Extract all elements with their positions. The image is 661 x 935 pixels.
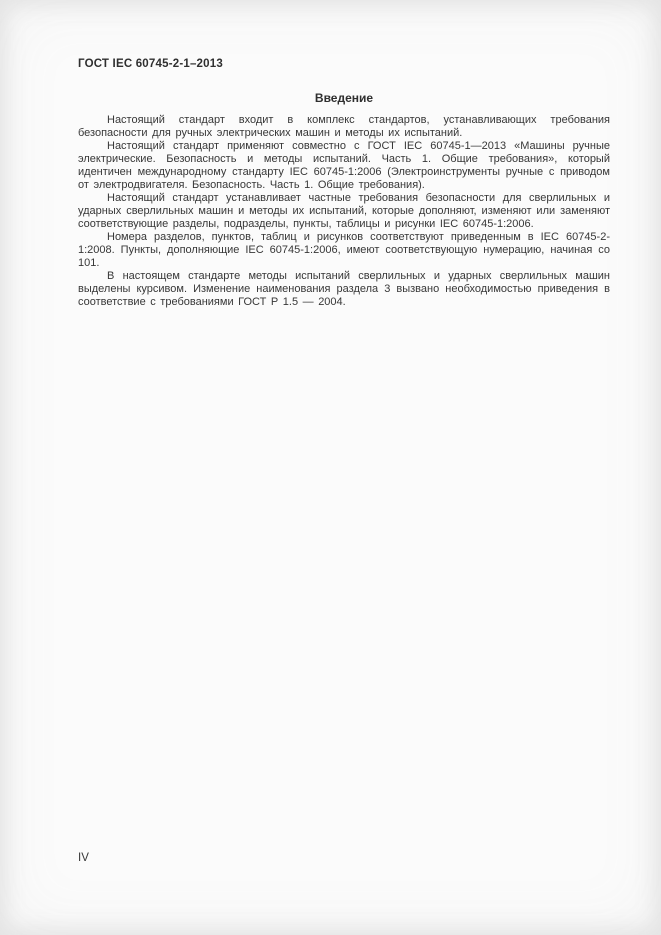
standard-designation-header: ГОСТ IEC 60745-2-1–2013 xyxy=(78,58,223,70)
section-title: Введение xyxy=(314,91,374,105)
page-number: IV xyxy=(78,852,89,864)
paragraph: Номера разделов, пунктов, таблиц и рисунков соответствуют приведенным в IEC 60745-2-1:2008. Пункты, дополняющие IEC 60745-1:2006, имеют соответствующую нумерацию, начиная со 101. xyxy=(78,231,610,269)
page-content xyxy=(78,58,610,309)
paragraph: В настоящем стандарте методы испытаний сверлильных и ударных сверлильных машин выделены курсивом. Изменение наименования раздела 3 вызвано необходимостью приведения в соответствие с требованиями ГОСТ Р 1.5 — 2004. xyxy=(78,270,610,308)
intro-paragraphs xyxy=(78,114,610,309)
paragraph: Настоящий стандарт применяют совместно с ГОСТ IEC 60745-1—2013 «Машины ручные электрические. Безопасность и методы испытаний. Часть 1. Общие требования», который идентичен международному стандарту IEC 60745-1:2006 (Электроинструменты ручные с приводом от электродвигателя. Безопасность. Часть 1. Общие требования). xyxy=(78,140,610,191)
paragraph: Настоящий стандарт входит в комплекс стандартов, устанавливающих требования безопасности для ручных электрических машин и методы их испытаний. xyxy=(78,114,610,139)
paragraph: Настоящий стандарт устанавливает частные требования безопасности для сверлильных и ударных сверлильных машин и методы их испытаний, которые дополняют, изменяют или заменяют соответствующие разделы, подразделы, пункты, таблицы и рисунки IEC 60745-1:2006. xyxy=(78,192,610,230)
